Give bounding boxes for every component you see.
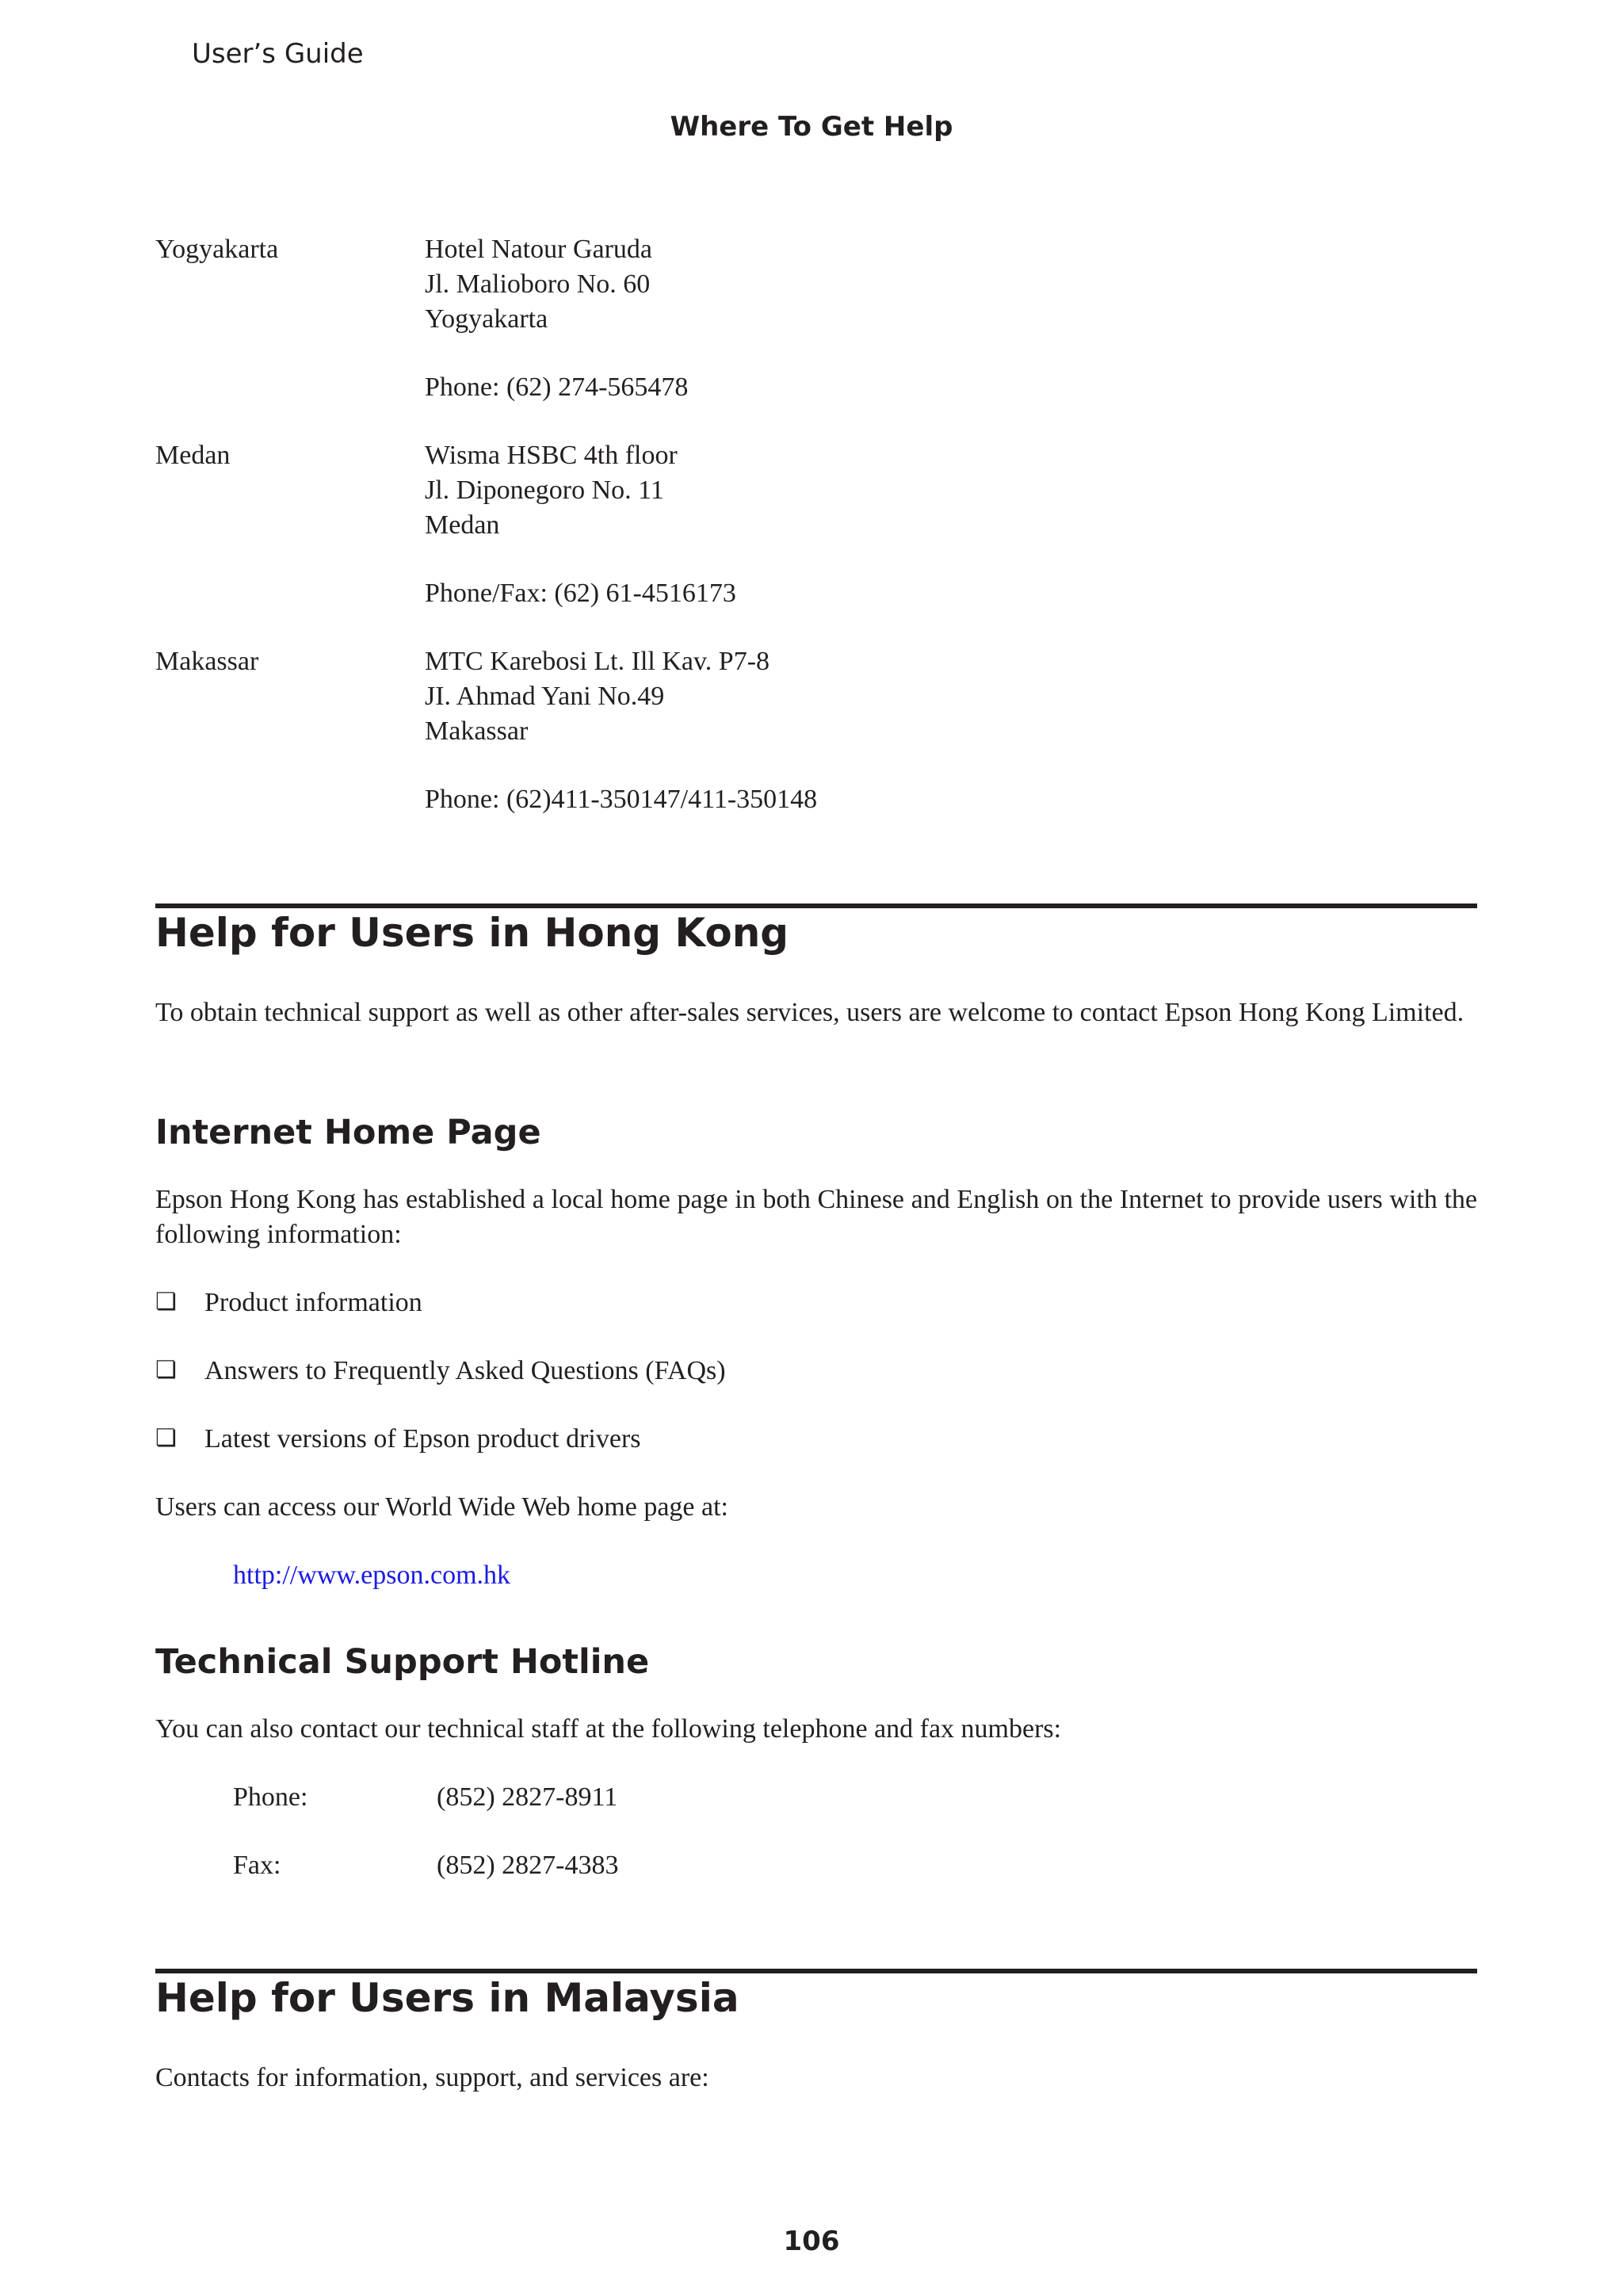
office-phone: Phone: (62)411-350147/411-350148 — [425, 785, 818, 814]
office-phone: Phone/Fax: (62) 61-4516173 — [425, 579, 736, 608]
fax-label: Fax: — [233, 1851, 281, 1880]
section-title: Where To Get Help — [670, 111, 953, 143]
office-phone: Phone: (62) 274-565478 — [425, 372, 689, 402]
internet-intro: Epson Hong Kong has established a local home page in both Chinese and English on the Internet to provide users with the following information: — [155, 1185, 1477, 1249]
access-text: Users can access our World Wide Web home page at: — [155, 1492, 728, 1522]
office-address-line: Medan — [425, 510, 500, 540]
hong-kong-heading: Help for Users in Hong Kong — [155, 910, 789, 956]
checkbox-bullet-icon: ❏ — [155, 1424, 177, 1452]
office-address-line: Yogyakarta — [425, 304, 548, 334]
page-number: 106 — [783, 2225, 840, 2257]
office-address-line: MTC Karebosi Lt. Ill Kav. P7-8 — [425, 647, 770, 676]
list-item: Answers to Frequently Asked Questions (FAQs) — [204, 1356, 726, 1385]
phone-label: Phone: — [233, 1782, 308, 1812]
hong-kong-intro: To obtain technical support as well as other after-sales services, users are welcome to contact Epson Hong Kong Limited. — [155, 998, 1465, 1027]
technical-support-heading: Technical Support Hotline — [155, 1642, 650, 1682]
office-city: Makassar — [155, 647, 259, 676]
phone-value: (852) 2827-8911 — [437, 1782, 618, 1812]
office-address-line: Jl. Diponegoro No. 11 — [425, 476, 664, 505]
office-address-line: Wisma HSBC 4th floor — [425, 441, 678, 470]
checkbox-bullet-icon: ❏ — [155, 1356, 177, 1384]
office-address-line: Jl. Malioboro No. 60 — [425, 269, 651, 299]
list-item: Product information — [204, 1288, 422, 1317]
internet-home-page-heading: Internet Home Page — [155, 1113, 541, 1152]
malaysia-intro: Contacts for information, support, and services are: — [155, 2063, 709, 2092]
office-address-line: Hotel Natour Garuda — [425, 235, 653, 264]
office-city: Yogyakarta — [155, 235, 279, 264]
epson-hk-link[interactable]: http://www.epson.com.hk — [233, 1561, 511, 1590]
checkbox-bullet-icon: ❏ — [155, 1288, 177, 1316]
office-address-line: Makassar — [425, 716, 529, 746]
malaysia-heading: Help for Users in Malaysia — [155, 1975, 739, 2021]
section-divider — [155, 1969, 1477, 1973]
office-city: Medan — [155, 441, 231, 470]
fax-value: (852) 2827-4383 — [437, 1851, 619, 1880]
list-item: Latest versions of Epson product drivers — [204, 1424, 641, 1454]
running-title: User’s Guide — [192, 38, 364, 70]
section-divider — [155, 904, 1477, 908]
office-address-line: JI. Ahmad Yani No.49 — [425, 682, 665, 711]
hotline-intro: You can also contact our technical staff at the following telephone and fax numbers: — [155, 1714, 1062, 1744]
